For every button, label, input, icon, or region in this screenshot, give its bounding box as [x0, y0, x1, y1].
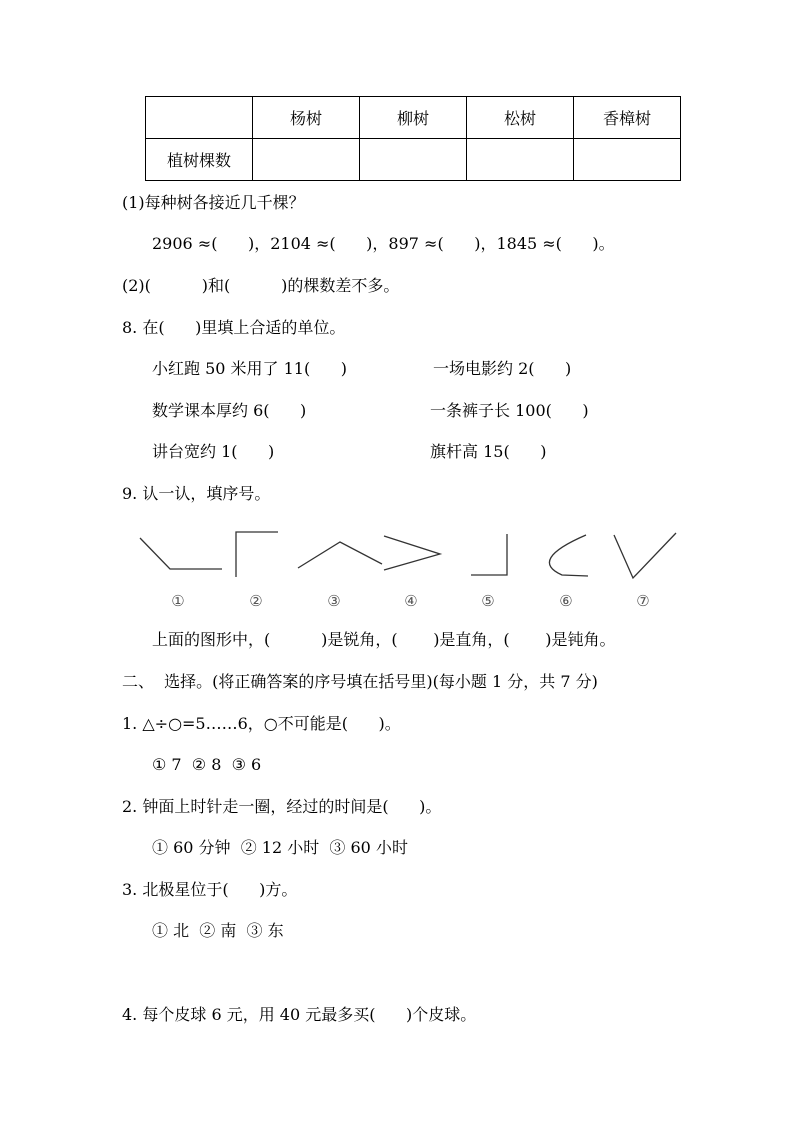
angle-figure-1 [140, 538, 222, 569]
angle-figure-7 [614, 533, 676, 578]
s2-question-1: 1. △÷○=5……6，○不可能是( )。 [122, 714, 401, 733]
q8-item: 数学课本厚约 6( ) [152, 401, 307, 420]
angle-figure-4 [384, 536, 440, 570]
angle-figure-5 [471, 534, 507, 575]
q8-item: 一场电影约 2( ) [433, 359, 572, 378]
table-header-cell: 杨树 [253, 97, 360, 139]
table-row [146, 97, 681, 139]
angle-label: ③ [327, 592, 341, 610]
q8-item: 一条裤子长 100( ) [430, 401, 589, 420]
section2-title: 二、 选择。(将正确答案的序号填在括号里)(每小题 1 分，共 7 分) [122, 672, 598, 691]
angle-label: ⑤ [481, 592, 495, 610]
s2-question-4: 4. 每个皮球 6 元，用 40 元最多买( )个皮球。 [122, 1005, 477, 1024]
angle-label: ① [171, 592, 185, 610]
q7-part1: (1)每种树各接近几千棵？ [122, 193, 305, 212]
q9-title: 9. 认一认，填序号。 [122, 484, 271, 503]
s2-question-3-options: ① 北 ② 南 ③ 东 [152, 921, 284, 940]
angle-label: ④ [404, 592, 418, 610]
q7-part2: (2)( )和( )的棵数差不多。 [122, 276, 400, 295]
table-header-cell: 松树 [467, 97, 574, 139]
table-cell[interactable] [574, 139, 681, 181]
tree-table [145, 96, 681, 181]
s2-question-1-options: ① 7 ② 8 ③ 6 [152, 755, 262, 774]
table-header-cell: 柳树 [360, 97, 467, 139]
q7-part1-answers: 2906 ≈( )，2104 ≈( )，897 ≈( )，1845 ≈( )。 [152, 234, 615, 253]
s2-question-2: 2. 钟面上时针走一圈，经过的时间是( )。 [122, 797, 442, 816]
s2-question-3: 3. 北极星位于( )方。 [122, 880, 298, 899]
q9-sentence: 上面的图形中，( )是锐角，( )是直角，( )是钝角。 [152, 630, 616, 649]
angle-figure-2 [236, 532, 278, 577]
table-cell[interactable] [360, 139, 467, 181]
q8-item: 讲台宽约 1( ) [152, 442, 275, 461]
angle-label: ⑦ [636, 592, 650, 610]
angle-label: ⑥ [559, 592, 573, 610]
q8-item: 小红跑 50 米用了 11( ) [152, 359, 347, 378]
table-cell[interactable] [467, 139, 574, 181]
angle-figure-6 [549, 535, 588, 576]
angle-figures [130, 528, 690, 618]
table-header-cell [146, 97, 253, 139]
angle-figure-3 [298, 542, 382, 568]
table-row [146, 139, 681, 181]
table-cell: 植树棵数 [146, 139, 253, 181]
s2-question-2-options: ① 60 分钟 ② 12 小时 ③ 60 小时 [152, 838, 408, 857]
q8-title: 8. 在( )里填上合适的单位。 [122, 318, 346, 337]
angle-label: ② [249, 592, 263, 610]
table-header-cell: 香樟树 [574, 97, 681, 139]
q8-item: 旗杆高 15( ) [430, 442, 547, 461]
table-cell[interactable] [253, 139, 360, 181]
